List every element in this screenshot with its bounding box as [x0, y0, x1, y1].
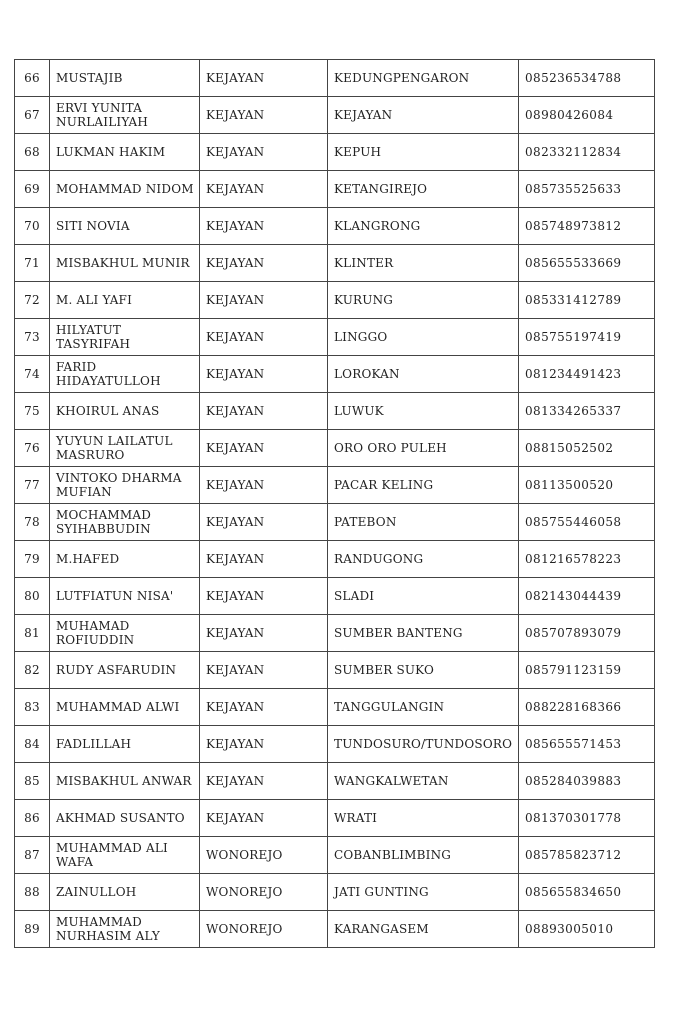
row-number-cell: 69 [15, 171, 50, 208]
row-number-cell: 76 [15, 430, 50, 467]
village-cell: ORO ORO PULEH [328, 430, 519, 467]
village-cell: KARANGASEM [328, 911, 519, 948]
district-cell: KEJAYAN [200, 578, 328, 615]
district-cell: WONOREJO [200, 911, 328, 948]
district-cell: KEJAYAN [200, 504, 328, 541]
phone-cell: 085707893079 [519, 615, 655, 652]
table-row [15, 726, 655, 763]
row-number-cell: 75 [15, 393, 50, 430]
village-cell: WRATI [328, 800, 519, 837]
district-cell: KEJAYAN [200, 282, 328, 319]
phone-cell: 085655533669 [519, 245, 655, 282]
phone-cell: 08815052502 [519, 430, 655, 467]
village-cell: KEPUH [328, 134, 519, 171]
village-cell: JATI GUNTING [328, 874, 519, 911]
table-row [15, 874, 655, 911]
data-table [14, 59, 655, 948]
table-row [15, 911, 655, 948]
village-cell: TANGGULANGIN [328, 689, 519, 726]
table-row [15, 356, 655, 393]
table-row [15, 652, 655, 689]
table-row [15, 60, 655, 97]
name-cell: LUKMAN HAKIM [50, 134, 200, 171]
name-cell: SITI NOVIA [50, 208, 200, 245]
phone-cell: 085785823712 [519, 837, 655, 874]
district-cell: KEJAYAN [200, 319, 328, 356]
phone-cell: 085735525633 [519, 171, 655, 208]
table-row [15, 97, 655, 134]
village-cell: COBANBLIMBING [328, 837, 519, 874]
row-number-cell: 79 [15, 541, 50, 578]
name-cell: VINTOKO DHARMA MUFIAN [50, 467, 200, 504]
district-cell: KEJAYAN [200, 60, 328, 97]
district-cell: KEJAYAN [200, 393, 328, 430]
phone-cell: 085755446058 [519, 504, 655, 541]
table-row [15, 763, 655, 800]
row-number-cell: 86 [15, 800, 50, 837]
phone-cell: 085755197419 [519, 319, 655, 356]
row-number-cell: 73 [15, 319, 50, 356]
phone-cell: 081234491423 [519, 356, 655, 393]
name-cell: M. ALI YAFI [50, 282, 200, 319]
village-cell: LINGGO [328, 319, 519, 356]
village-cell: LOROKAN [328, 356, 519, 393]
name-cell: HILYATUT TASYRIFAH [50, 319, 200, 356]
district-cell: KEJAYAN [200, 467, 328, 504]
phone-cell: 08980426084 [519, 97, 655, 134]
district-cell: KEJAYAN [200, 245, 328, 282]
phone-cell: 082332112834 [519, 134, 655, 171]
name-cell: MOHAMMAD NIDOM [50, 171, 200, 208]
row-number-cell: 74 [15, 356, 50, 393]
district-cell: KEJAYAN [200, 763, 328, 800]
name-cell: FARID HIDAYATULLOH [50, 356, 200, 393]
district-cell: KEJAYAN [200, 208, 328, 245]
village-cell: KLANGRONG [328, 208, 519, 245]
district-cell: KEJAYAN [200, 726, 328, 763]
row-number-cell: 68 [15, 134, 50, 171]
phone-cell: 085791123159 [519, 652, 655, 689]
district-cell: KEJAYAN [200, 652, 328, 689]
name-cell: MUHAMMAD ALWI [50, 689, 200, 726]
table-row [15, 541, 655, 578]
village-cell: KLINTER [328, 245, 519, 282]
row-number-cell: 85 [15, 763, 50, 800]
phone-cell: 081370301778 [519, 800, 655, 837]
table-row [15, 578, 655, 615]
name-cell: ERVI YUNITA NURLAILIYAH [50, 97, 200, 134]
name-cell: AKHMAD SUSANTO [50, 800, 200, 837]
phone-cell: 081216578223 [519, 541, 655, 578]
village-cell: SUMBER SUKO [328, 652, 519, 689]
row-number-cell: 67 [15, 97, 50, 134]
table-row [15, 245, 655, 282]
village-cell: PATEBON [328, 504, 519, 541]
phone-cell: 085236534788 [519, 60, 655, 97]
name-cell: RUDY ASFARUDIN [50, 652, 200, 689]
table-row [15, 504, 655, 541]
table-row [15, 615, 655, 652]
name-cell: KHOIRUL ANAS [50, 393, 200, 430]
phone-cell: 082143044439 [519, 578, 655, 615]
table-row [15, 837, 655, 874]
name-cell: MUHAMMAD ALI WAFA [50, 837, 200, 874]
phone-cell: 081334265337 [519, 393, 655, 430]
row-number-cell: 87 [15, 837, 50, 874]
phone-cell: 08113500520 [519, 467, 655, 504]
name-cell: FADLILLAH [50, 726, 200, 763]
phone-cell: 08893005010 [519, 911, 655, 948]
table-row [15, 319, 655, 356]
row-number-cell: 83 [15, 689, 50, 726]
village-cell: LUWUK [328, 393, 519, 430]
name-cell: M.HAFED [50, 541, 200, 578]
row-number-cell: 77 [15, 467, 50, 504]
data-table-container [14, 59, 655, 948]
district-cell: KEJAYAN [200, 171, 328, 208]
row-number-cell: 78 [15, 504, 50, 541]
village-cell: RANDUGONG [328, 541, 519, 578]
row-number-cell: 82 [15, 652, 50, 689]
district-cell: WONOREJO [200, 837, 328, 874]
district-cell: KEJAYAN [200, 430, 328, 467]
village-cell: SLADI [328, 578, 519, 615]
row-number-cell: 81 [15, 615, 50, 652]
table-row [15, 467, 655, 504]
table-row [15, 393, 655, 430]
phone-cell: 085655571453 [519, 726, 655, 763]
row-number-cell: 71 [15, 245, 50, 282]
row-number-cell: 88 [15, 874, 50, 911]
name-cell: YUYUN LAILATUL MASRURO [50, 430, 200, 467]
name-cell: MISBAKHUL ANWAR [50, 763, 200, 800]
village-cell: PACAR KELING [328, 467, 519, 504]
phone-cell: 085284039883 [519, 763, 655, 800]
name-cell: MUHAMMAD NURHASIM ALY [50, 911, 200, 948]
name-cell: MUSTAJIB [50, 60, 200, 97]
table-row [15, 282, 655, 319]
table-row [15, 134, 655, 171]
name-cell: ZAINULLOH [50, 874, 200, 911]
village-cell: SUMBER BANTENG [328, 615, 519, 652]
village-cell: KURUNG [328, 282, 519, 319]
phone-cell: 085748973812 [519, 208, 655, 245]
table-row [15, 208, 655, 245]
row-number-cell: 72 [15, 282, 50, 319]
district-cell: KEJAYAN [200, 134, 328, 171]
district-cell: KEJAYAN [200, 541, 328, 578]
table-row [15, 430, 655, 467]
district-cell: KEJAYAN [200, 615, 328, 652]
row-number-cell: 66 [15, 60, 50, 97]
name-cell: MOCHAMMAD SYIHABBUDIN [50, 504, 200, 541]
village-cell: KETANGIREJO [328, 171, 519, 208]
phone-cell: 088228168366 [519, 689, 655, 726]
table-row [15, 689, 655, 726]
name-cell: LUTFIATUN NISA' [50, 578, 200, 615]
table-body [15, 60, 655, 948]
table-row [15, 171, 655, 208]
district-cell: WONOREJO [200, 874, 328, 911]
district-cell: KEJAYAN [200, 97, 328, 134]
village-cell: TUNDOSURO/TUNDOSORO [328, 726, 519, 763]
row-number-cell: 70 [15, 208, 50, 245]
name-cell: MUHAMAD ROFIUDDIN [50, 615, 200, 652]
village-cell: KEJAYAN [328, 97, 519, 134]
table-row [15, 800, 655, 837]
district-cell: KEJAYAN [200, 689, 328, 726]
phone-cell: 085331412789 [519, 282, 655, 319]
row-number-cell: 84 [15, 726, 50, 763]
phone-cell: 085655834650 [519, 874, 655, 911]
name-cell: MISBAKHUL MUNIR [50, 245, 200, 282]
village-cell: KEDUNGPENGARON [328, 60, 519, 97]
district-cell: KEJAYAN [200, 800, 328, 837]
district-cell: KEJAYAN [200, 356, 328, 393]
village-cell: WANGKALWETAN [328, 763, 519, 800]
row-number-cell: 80 [15, 578, 50, 615]
row-number-cell: 89 [15, 911, 50, 948]
